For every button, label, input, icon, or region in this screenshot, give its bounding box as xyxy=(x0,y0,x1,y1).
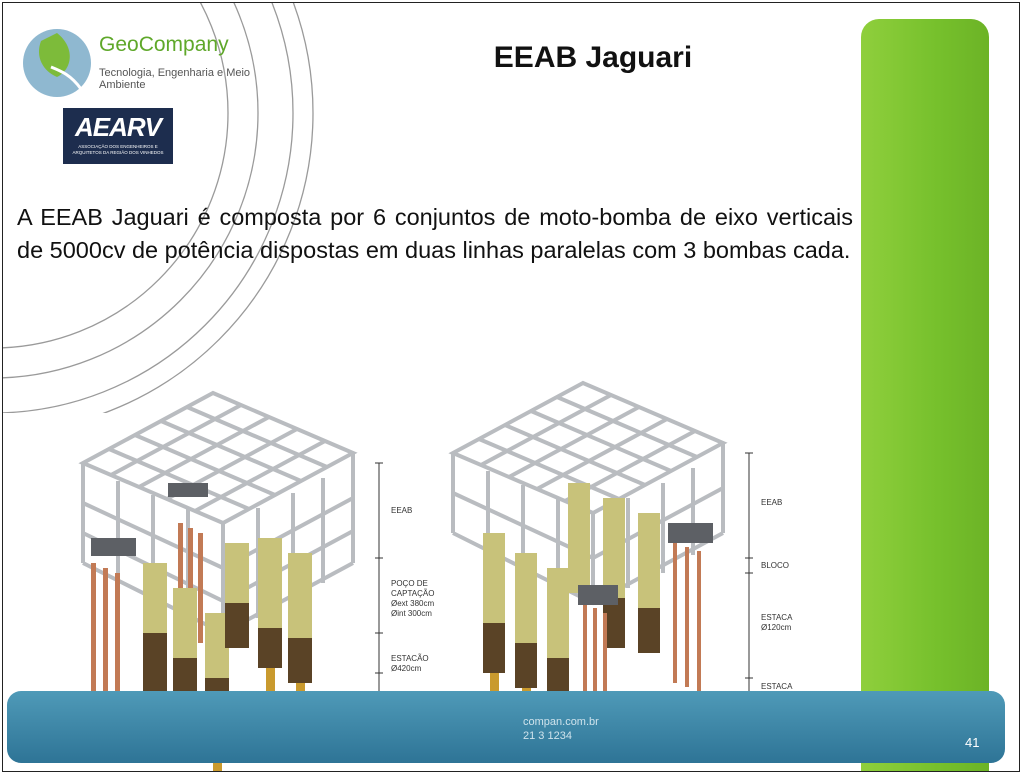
right-label-0: EEAB xyxy=(761,498,783,507)
footer-bar xyxy=(7,691,1005,763)
left-label-5: ESTACÃO xyxy=(391,654,429,663)
aearv-subtitle: ASSOCIAÇÃO DOS ENGENHEIROS E ARQUITETOS DA REGIÃO DOS VINHEDOS xyxy=(72,144,164,155)
footer-line-1: compan.com.br xyxy=(523,716,599,728)
right-structure xyxy=(453,383,723,738)
right-label-3: Ø120cm xyxy=(761,623,792,632)
slide-body-text: A EEAB Jaguari é composta por 6 conjuntos de moto-bomba de eixo verticais de 5000cv de potência dispostas em duas linhas paralelas com 3 bombas cada. xyxy=(17,204,853,263)
left-dimension-labels xyxy=(375,463,434,721)
left-label-3: Øext 380cm xyxy=(391,599,435,608)
geocompany-name: GeoCompany xyxy=(99,33,229,56)
left-label-1: POÇO DE xyxy=(391,579,428,588)
left-label-0: EEAB xyxy=(391,506,413,515)
right-label-4: ESTACA xyxy=(761,682,793,691)
green-side-bar xyxy=(861,19,989,772)
left-label-2: CAPTAÇÃO xyxy=(391,589,435,598)
left-label-4: Øint 300cm xyxy=(391,609,432,618)
aearv-name: AEARV xyxy=(74,112,161,142)
right-label-2: ESTACA xyxy=(761,613,793,622)
left-label-6: Ø420cm xyxy=(391,664,422,673)
slide xyxy=(2,2,1020,772)
geocompany-logo xyxy=(19,27,259,107)
right-dimension-labels xyxy=(745,453,793,718)
slide-title: EEAB Jaguari xyxy=(493,41,693,74)
right-label-1: BLOCO xyxy=(761,561,790,570)
aearv-logo xyxy=(63,108,173,164)
footer-line-2: 21 3 1234 xyxy=(523,730,572,742)
page-number: 41 xyxy=(965,735,980,750)
geocompany-tagline: Tecnologia, Engenharia e Meio Ambiente xyxy=(99,67,251,91)
geocompany-globe-icon xyxy=(21,27,93,99)
footer-contact xyxy=(523,715,599,743)
